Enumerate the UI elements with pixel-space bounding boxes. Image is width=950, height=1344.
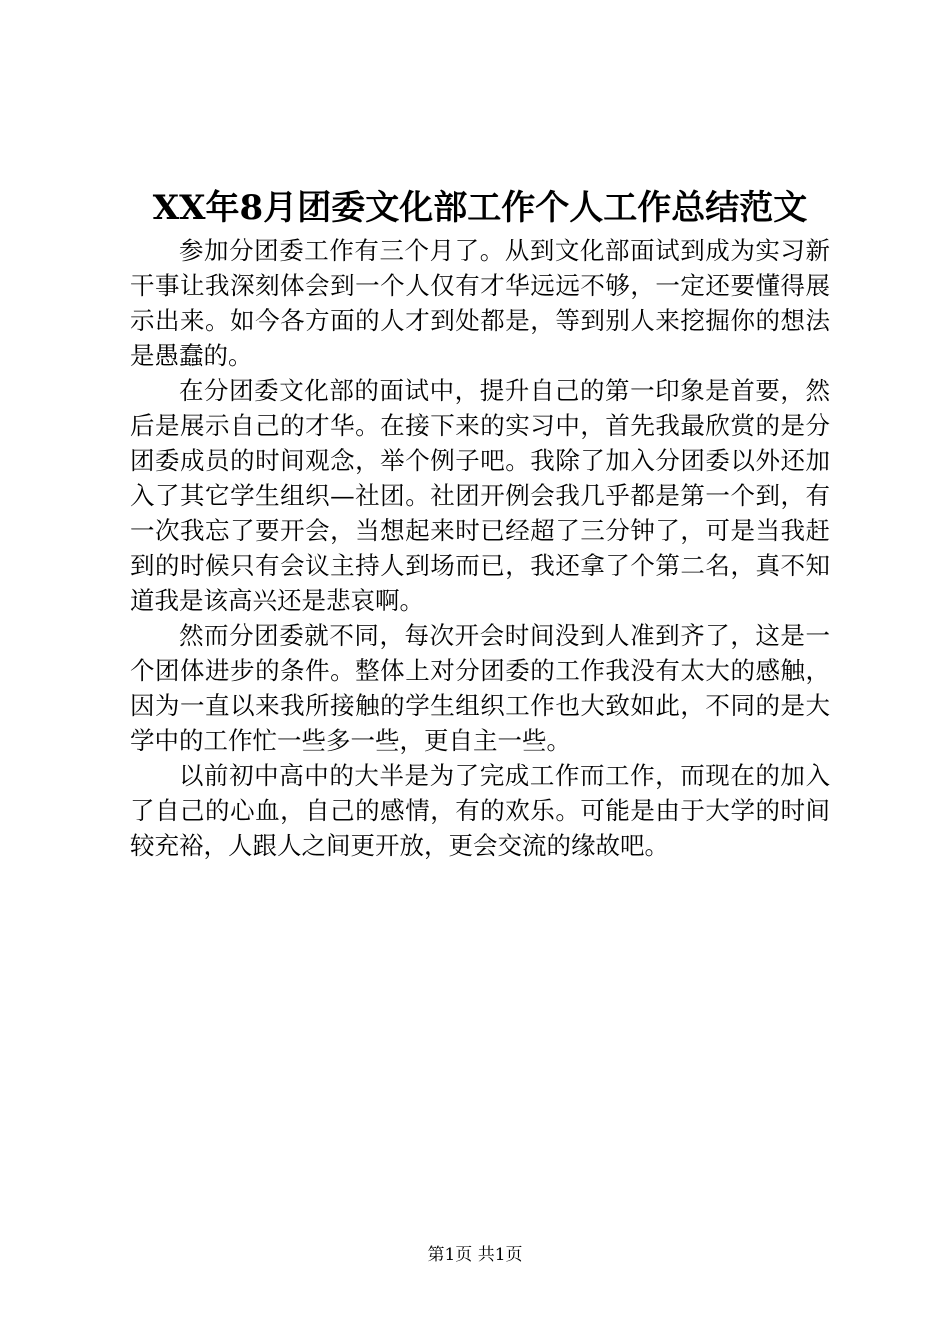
page-footer: 第1页 共1页	[427, 1245, 523, 1265]
paragraph-1: 参加分团委工作有三个月了。从到文化部面试到成为实习新干事让我深刻体会到一个人仅有才华远远不够，一定还要懂得展示出来。如今各方面的人才到处都是，等到别人来挖掘你的想法是愚蠢的。	[130, 236, 830, 370]
paragraph-4: 以前初中高中的大半是为了完成工作而工作，而现在的加入了自己的心血，自己的感情，有的欢乐。可能是由于大学的时间较充裕，人跟人之间更开放，更会交流的缘故吧。	[130, 761, 830, 860]
paragraph-3: 然而分团委就不同，每次开会时间没到人准到齐了，这是一个团体进步的条件。整体上对分团委的工作我没有太大的感触，因为一直以来我所接触的学生组织工作也大致如此，不同的是大学中的工作忙一些多一些，更自主一些。	[130, 621, 830, 755]
document-title: XX年8月团委文化部工作个人工作总结范文	[152, 188, 808, 228]
paragraph-2: 在分团委文化部的面试中，提升自己的第一印象是首要，然后是展示自己的才华。在接下来的实习中，首先我最欣赏的是分团委成员的时间观念，举个例子吧。我除了加入分团委以外还加入了其它学生组织—社团。社团开例会我几乎都是第一个到，有一次我忘了要开会，当想起来时已经超了三分钟了，可是当我赶到的时候只有会议主持人到场而已，我还拿了个第二名，真不知道我是该高兴还是悲哀啊。	[130, 376, 830, 615]
document-body	[130, 233, 830, 863]
